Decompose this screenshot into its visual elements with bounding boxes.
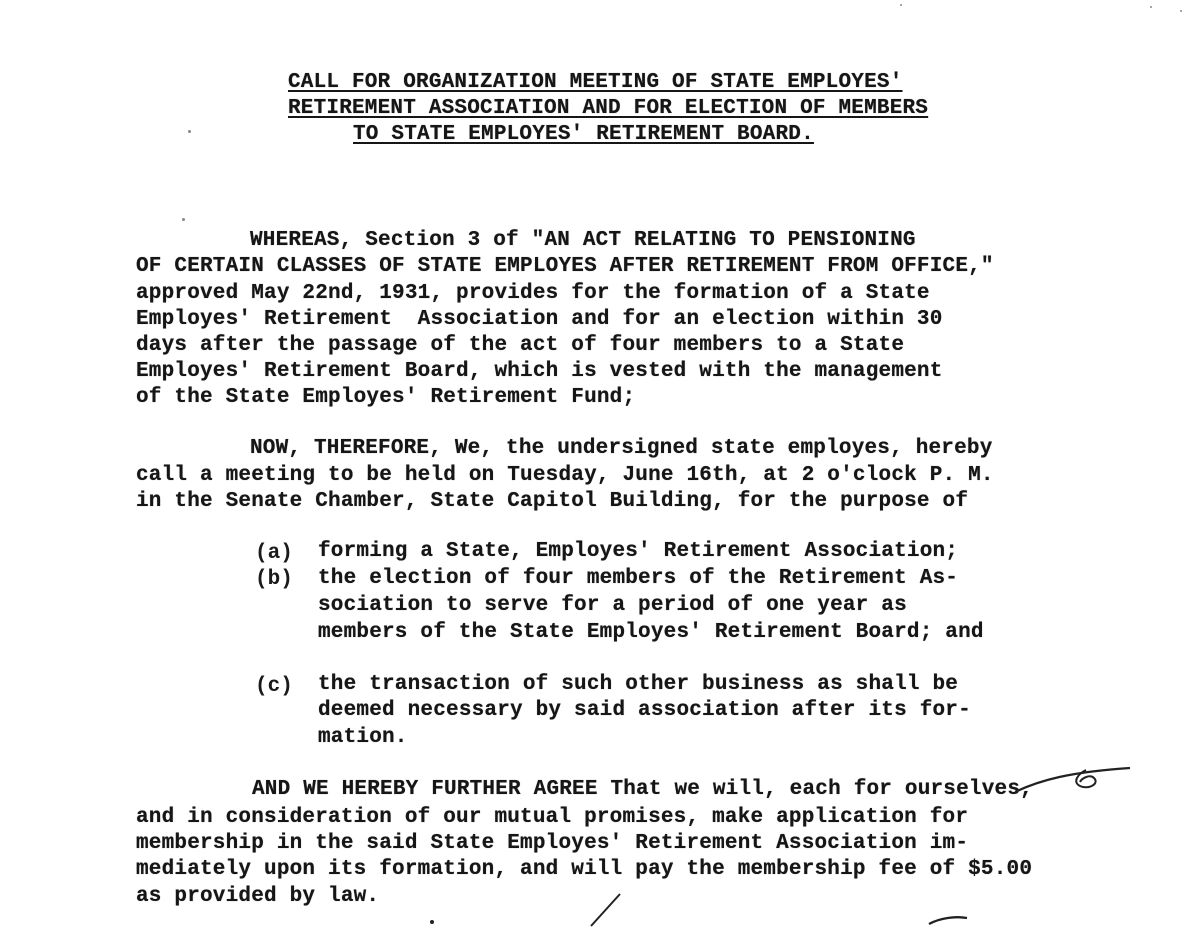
agree-line-3: membership in the said State Employes' Retirement Association im- [136,832,969,855]
item-a-marker: (a) [255,542,293,565]
scan-speck [182,218,185,221]
whereas-line-1: WHEREAS, Section 3 of "AN ACT RELATING TO PENSIONING [250,229,916,252]
whereas-line-7: of the State Employes' Retirement Fund; [136,386,636,409]
whereas-line-4: Employes' Retirement Association and for an election within 30 [136,308,943,331]
therefore-line-1: NOW, THEREFORE, We, the undersigned state employes, hereby [250,437,993,460]
agree-line-5: as provided by law. [136,885,380,908]
item-c-marker: (c) [255,675,293,698]
scan-speck [1150,6,1152,8]
agree-line-1: AND WE HEREBY FURTHER AGREE That we will, each for ourselves, [252,778,1033,801]
item-b-marker: (b) [255,568,293,591]
item-c-line-2: deemed necessary by said association after its for- [318,699,971,722]
item-b-line-3: members of the State Employes' Retirement Board; and [318,621,984,644]
whereas-line-5: days after the passage of the act of four members to a State [136,334,905,357]
pen-stroke [925,912,970,928]
scan-speck [900,4,902,6]
agree-line-2: and in consideration of our mutual promises, make application for [136,806,969,829]
agree-line-4: mediately upon its formation, and will pay the membership fee of $5.00 [136,858,1033,881]
pen-stroke [585,890,625,928]
item-b-line-2: sociation to serve for a period of one year as [318,594,907,617]
title-line-2: RETIREMENT ASSOCIATION AND FOR ELECTION OF MEMBERS [288,97,929,120]
therefore-line-2: call a meeting to be held on Tuesday, June 16th, at 2 o'clock P. M. [136,464,994,487]
scan-speck [188,130,191,133]
scan-speck [430,920,434,924]
scan-speck [1180,10,1182,12]
title-line-1: CALL FOR ORGANIZATION MEETING OF STATE EMPLOYES' [288,71,903,94]
whereas-line-3: approved May 22nd, 1931, provides for the formation of a State [136,282,930,305]
item-c-line-3: mation. [318,726,408,749]
title-line-3: TO STATE EMPLOYES' RETIREMENT BOARD. [353,123,814,146]
whereas-line-2: OF CERTAIN CLASSES OF STATE EMPLOYES AFTER RETIREMENT FROM OFFICE," [136,255,994,278]
item-b-line-1: the election of four members of the Retirement As- [318,567,959,590]
therefore-line-3: in the Senate Chamber, State Capitol Building, for the purpose of [136,490,969,513]
whereas-line-6: Employes' Retirement Board, which is vested with the management [136,360,943,383]
item-a-line-1: forming a State, Employes' Retirement Association; [318,540,959,563]
item-c-line-1: the transaction of such other business as shall be [318,673,959,696]
handwritten-mark [1010,760,1140,800]
